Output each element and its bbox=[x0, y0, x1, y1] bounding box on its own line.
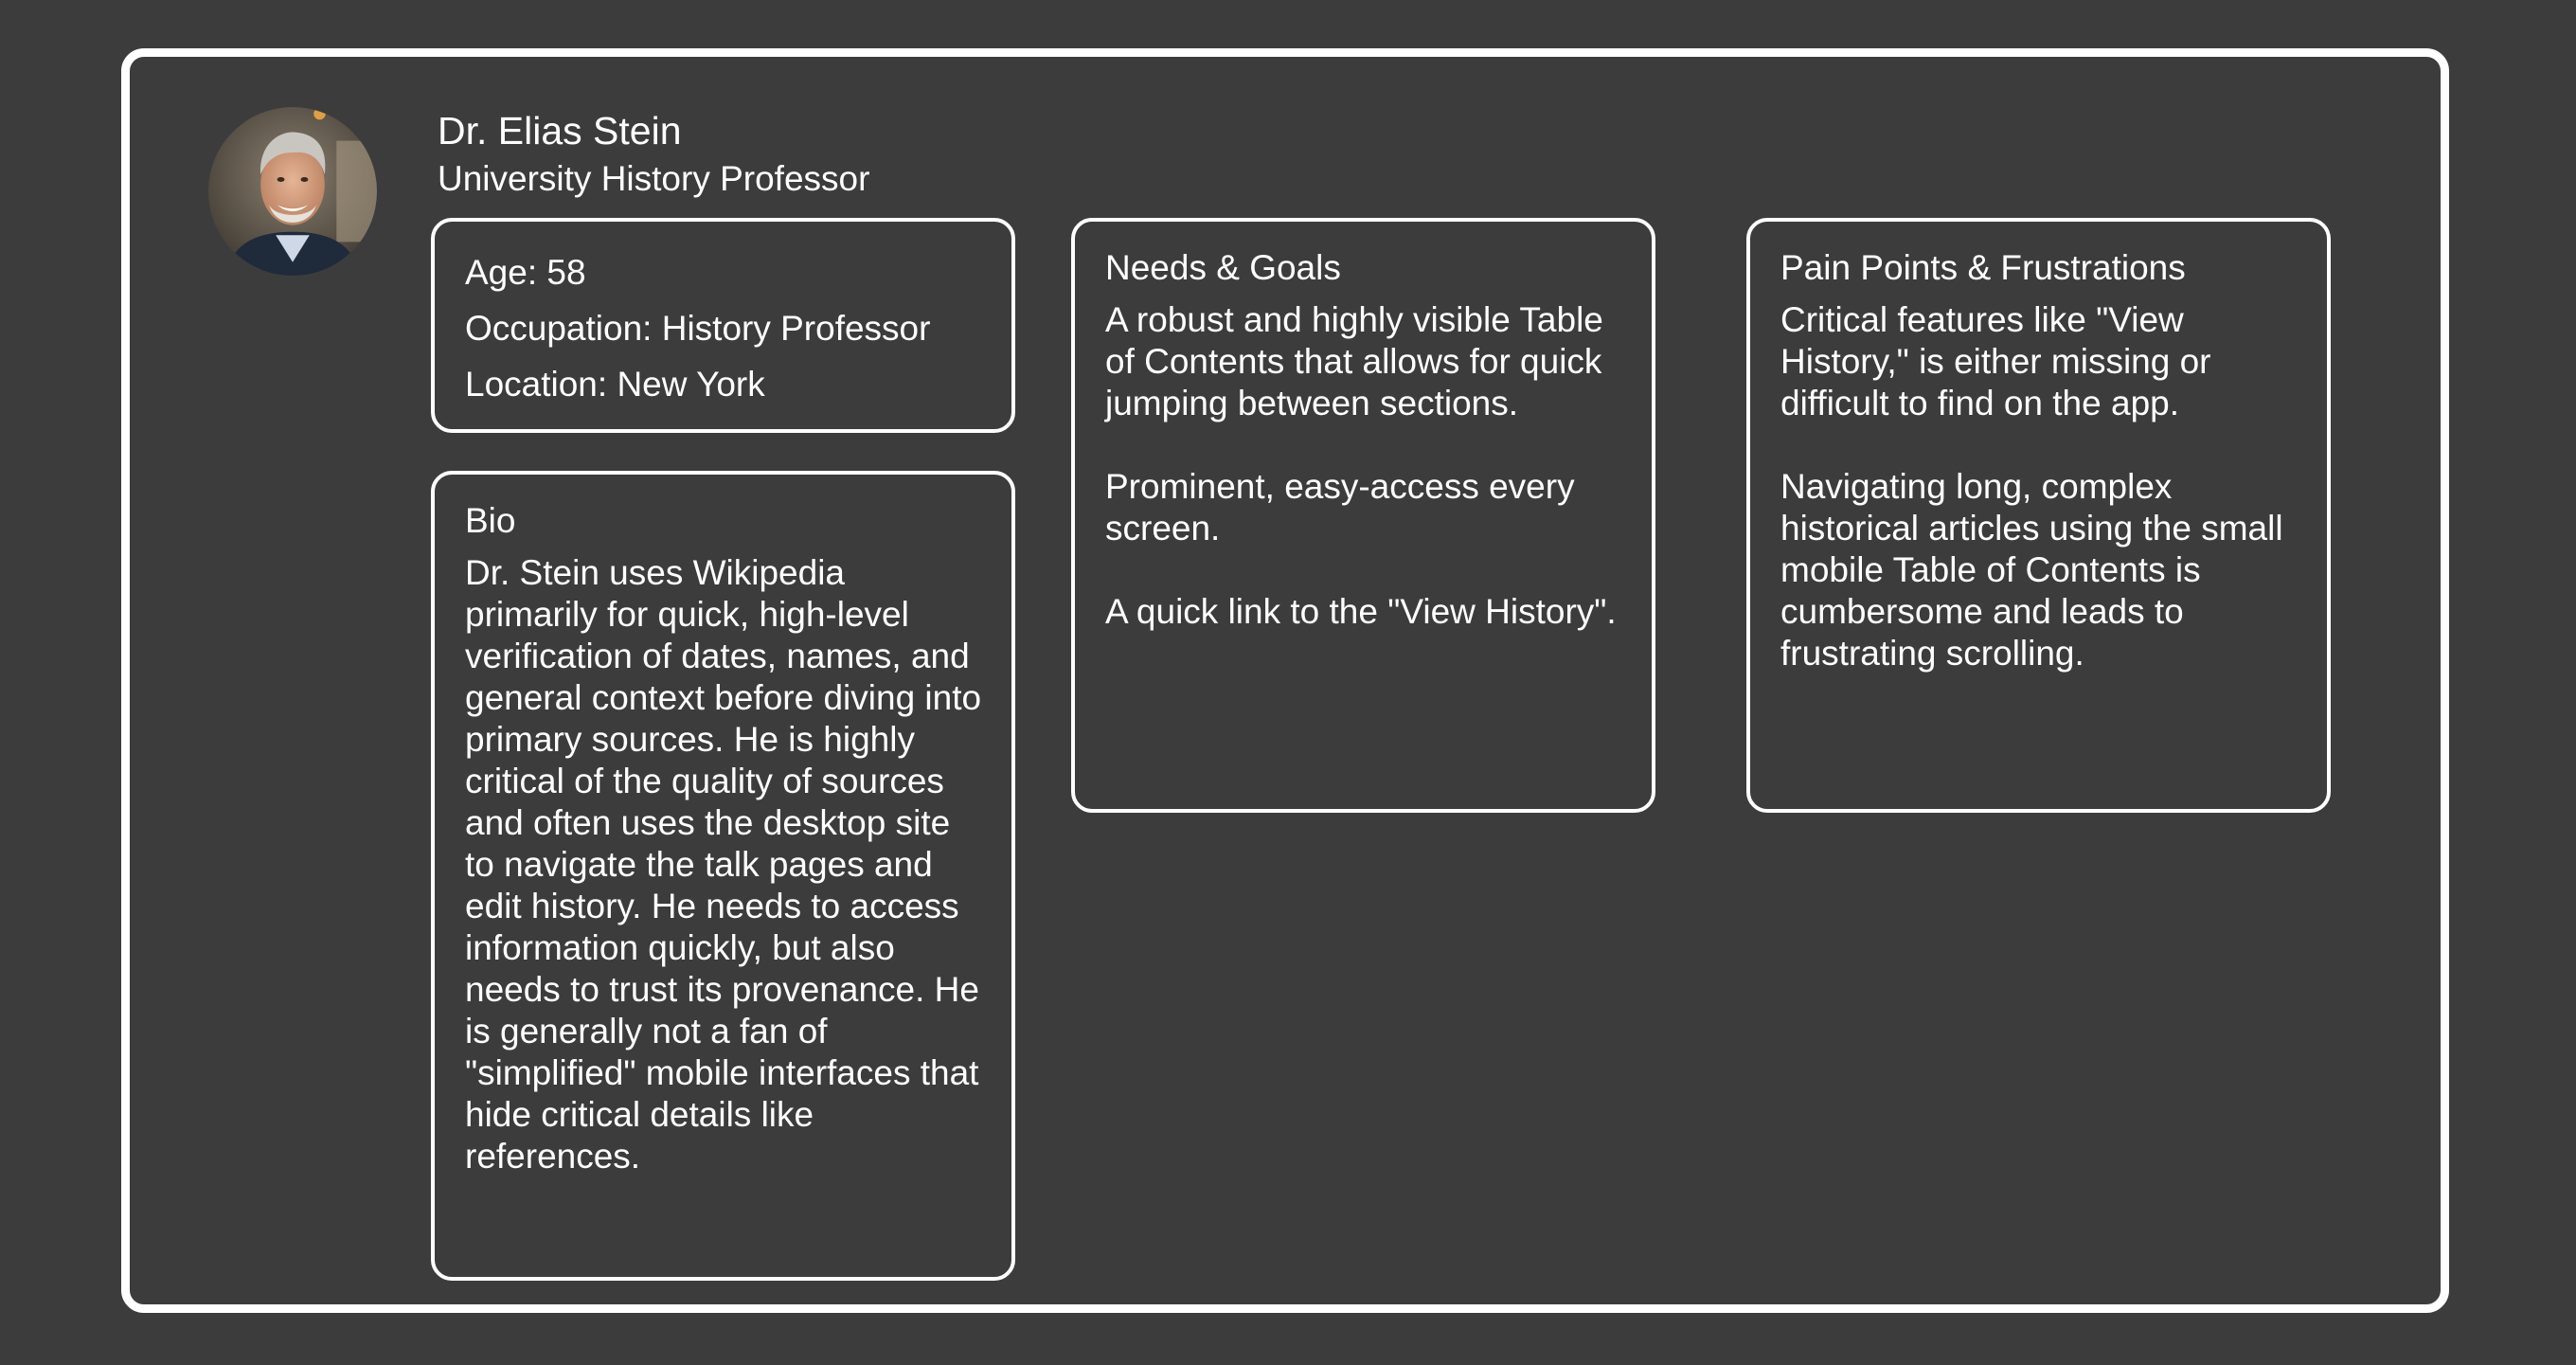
pain-points-list bbox=[1780, 299, 2299, 674]
needs-goals-list bbox=[1105, 299, 1623, 633]
list-item: Prominent, easy-access every screen. bbox=[1105, 467, 1575, 548]
pain-points-heading: Pain Points & Frustrations bbox=[1780, 248, 2186, 287]
demographics-card bbox=[431, 218, 1015, 433]
avatar bbox=[208, 107, 377, 276]
list-item: Navigating long, complex historical articles using the small mobile Table of Contents is cumbersome and leads to frustrating scrolling. bbox=[1780, 467, 2283, 673]
pain-points-card bbox=[1746, 218, 2331, 813]
bio-card bbox=[431, 471, 1015, 1281]
age-field: Age: 58 bbox=[465, 253, 586, 292]
persona-name: Dr. Elias Stein bbox=[438, 109, 682, 153]
needs-goals-heading: Needs & Goals bbox=[1105, 248, 1341, 287]
bio-heading: Bio bbox=[465, 501, 516, 540]
list-item: Critical features like "View History," is either missing or difficult to find on the app. bbox=[1780, 300, 2211, 422]
list-item: A quick link to the "View History". bbox=[1105, 592, 1617, 631]
location-field: Location: New York bbox=[465, 365, 765, 404]
occupation-field: Occupation: History Professor bbox=[465, 309, 931, 348]
persona-title: University History Professor bbox=[438, 159, 870, 198]
portrait-photo-icon bbox=[208, 107, 377, 276]
bio-text: Dr. Stein uses Wikipedia primarily for quick, high-level verification of dates, names, and general context before diving into primary sources. He is highly critical of the quality of sources and often uses the desktop site to navigate the talk pages and edit history. He needs to access information quickly, but also needs to trust its provenance. He is generally not a fan of "simplified" mobile interfaces that hide critical details like references. bbox=[465, 553, 982, 1176]
list-item: A robust and highly visible Table of Contents that allows for quick jumping between sections. bbox=[1105, 300, 1603, 422]
needs-goals-card bbox=[1071, 218, 1655, 813]
